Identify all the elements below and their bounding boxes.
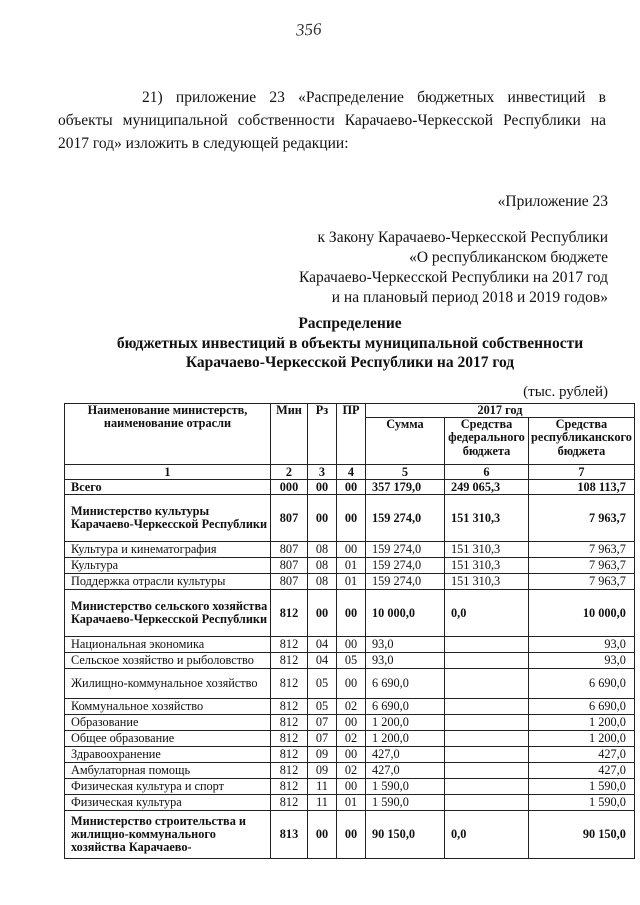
row-name: Амбулаторная помощь	[65, 763, 271, 779]
row-republic: 108 113,7	[529, 480, 635, 495]
row-rz: 08	[308, 558, 337, 574]
col-number-3: 3	[308, 465, 337, 480]
row-sum: 427,0	[366, 763, 445, 779]
row-pr: 00	[337, 779, 366, 795]
row-rz: 05	[308, 669, 337, 699]
header-pr: ПР	[337, 404, 366, 465]
row-sum: 93,0	[366, 637, 445, 653]
col-number-2: 2	[271, 465, 308, 480]
row-min: 807	[271, 542, 308, 558]
col-number-7: 7	[529, 465, 635, 480]
appendix-line-4: и на плановый период 2018 и 2019 годов»	[331, 289, 608, 306]
table-row	[65, 590, 635, 637]
table-row	[65, 669, 635, 699]
row-rz: 11	[308, 795, 337, 811]
row-sum: 159 274,0	[366, 495, 445, 542]
row-min: 807	[271, 558, 308, 574]
row-name: Национальная экономика	[65, 637, 271, 653]
row-min: 812	[271, 747, 308, 763]
row-republic: 1 200,0	[529, 731, 635, 747]
row-republic: 6 690,0	[529, 699, 635, 715]
row-republic: 10 000,0	[529, 590, 635, 637]
row-pr: 00	[337, 480, 366, 495]
row-min: 813	[271, 811, 308, 859]
row-sum: 1 590,0	[366, 779, 445, 795]
row-rz: 08	[308, 574, 337, 590]
row-pr: 00	[337, 495, 366, 542]
row-name: Общее образование	[65, 731, 271, 747]
row-pr: 00	[337, 811, 366, 859]
row-republic: 1 200,0	[529, 715, 635, 731]
row-republic: 1 590,0	[529, 795, 635, 811]
row-sum: 10 000,0	[366, 590, 445, 637]
row-rz: 04	[308, 637, 337, 653]
row-federal	[445, 699, 529, 715]
row-republic: 427,0	[529, 747, 635, 763]
row-name: Культура и кинематография	[65, 542, 271, 558]
row-name: Всего	[65, 480, 271, 495]
row-rz: 00	[308, 480, 337, 495]
row-federal	[445, 747, 529, 763]
row-pr: 00	[337, 590, 366, 637]
row-federal	[445, 653, 529, 669]
header-sum: Сумма	[366, 418, 445, 465]
row-pr: 02	[337, 699, 366, 715]
appendix-line-2: «О республиканском бюджете	[409, 249, 608, 266]
row-rz: 00	[308, 590, 337, 637]
row-rz: 07	[308, 731, 337, 747]
row-name: Поддержка отрасли культуры	[65, 574, 271, 590]
row-name: Коммунальное хозяйство	[65, 699, 271, 715]
row-name: Здравоохранение	[65, 747, 271, 763]
row-min: 812	[271, 715, 308, 731]
page-number: 356	[295, 19, 322, 40]
table-row	[65, 699, 635, 715]
row-min: 812	[271, 731, 308, 747]
row-pr: 00	[337, 637, 366, 653]
table-row	[65, 795, 635, 811]
table-row	[65, 731, 635, 747]
row-republic: 7 963,7	[529, 495, 635, 542]
row-min: 812	[271, 653, 308, 669]
row-pr: 01	[337, 574, 366, 590]
document-title	[0, 314, 640, 373]
row-name: Физическая культура и спорт	[65, 779, 271, 795]
table-row	[65, 480, 635, 495]
table-row	[65, 811, 635, 859]
row-min: 812	[271, 795, 308, 811]
row-federal	[445, 715, 529, 731]
row-rz: 09	[308, 763, 337, 779]
investment-table	[64, 403, 635, 859]
row-pr: 00	[337, 542, 366, 558]
row-republic: 1 590,0	[529, 779, 635, 795]
row-pr: 01	[337, 795, 366, 811]
row-rz: 11	[308, 779, 337, 795]
row-republic: 93,0	[529, 637, 635, 653]
intro-paragraph: 21) приложение 23 «Распределение бюджетных инвестиций в объекты муниципальной собственности Карачаево-Черкесской Республики на 2017 год» изложить в следующей редакции:	[58, 89, 606, 152]
row-federal	[445, 669, 529, 699]
row-min: 807	[271, 495, 308, 542]
row-min: 812	[271, 763, 308, 779]
row-federal	[445, 731, 529, 747]
row-name: Министерство строительства и жилищно-коммунального хозяйства Карачаево-	[65, 811, 271, 859]
row-pr: 05	[337, 653, 366, 669]
row-rz: 08	[308, 542, 337, 558]
row-pr: 00	[337, 715, 366, 731]
appendix-title: «Приложение 23	[497, 193, 608, 210]
appendix-line-1: к Закону Карачаево-Черкесской Республики	[317, 229, 608, 246]
table-row	[65, 558, 635, 574]
units-label: (тыс. рублей)	[523, 384, 608, 400]
row-sum: 6 690,0	[366, 669, 445, 699]
row-pr: 00	[337, 669, 366, 699]
row-federal: 0,0	[445, 811, 529, 859]
row-republic: 7 963,7	[529, 558, 635, 574]
title-line-3: Карачаево-Черкесской Республики на 2017 год	[185, 354, 515, 371]
table-row	[65, 747, 635, 763]
row-pr: 00	[337, 747, 366, 763]
row-sum: 427,0	[366, 747, 445, 763]
col-number-5: 5	[366, 465, 445, 480]
row-federal	[445, 637, 529, 653]
row-sum: 1 200,0	[366, 731, 445, 747]
col-number-6: 6	[445, 465, 529, 480]
row-sum: 159 274,0	[366, 574, 445, 590]
row-pr: 02	[337, 763, 366, 779]
row-republic: 7 963,7	[529, 574, 635, 590]
row-federal: 151 310,3	[445, 495, 529, 542]
col-number-1: 1	[65, 465, 271, 480]
row-min: 812	[271, 637, 308, 653]
row-pr: 01	[337, 558, 366, 574]
row-republic: 93,0	[529, 653, 635, 669]
row-rz: 05	[308, 699, 337, 715]
row-federal	[445, 795, 529, 811]
row-federal	[445, 779, 529, 795]
row-min: 812	[271, 779, 308, 795]
row-sum: 1 200,0	[366, 715, 445, 731]
row-sum: 159 274,0	[366, 558, 445, 574]
table-row	[65, 542, 635, 558]
row-min: 812	[271, 669, 308, 699]
row-rz: 07	[308, 715, 337, 731]
header-min: Мин	[271, 404, 308, 465]
row-name: Сельское хозяйство и рыболовство	[65, 653, 271, 669]
table-row	[65, 637, 635, 653]
table-row	[65, 763, 635, 779]
col-number-4: 4	[337, 465, 366, 480]
row-name: Жилищно-коммунальное хозяйство	[65, 669, 271, 699]
row-pr: 02	[337, 731, 366, 747]
table-row	[65, 779, 635, 795]
row-republic: 427,0	[529, 763, 635, 779]
row-name: Культура	[65, 558, 271, 574]
row-sum: 357 179,0	[366, 480, 445, 495]
table-row	[65, 715, 635, 731]
row-federal	[445, 763, 529, 779]
table-row	[65, 495, 635, 542]
row-rz: 00	[308, 495, 337, 542]
row-republic: 6 690,0	[529, 669, 635, 699]
row-rz: 04	[308, 653, 337, 669]
title-line-2: бюджетных инвестиций в объекты муниципальной собственности	[116, 334, 584, 352]
row-sum: 6 690,0	[366, 699, 445, 715]
header-rz: Рз	[308, 404, 337, 465]
row-rz: 00	[308, 811, 337, 859]
header-federal: Средства федерального бюджета	[445, 418, 529, 465]
row-min: 000	[271, 480, 308, 495]
table-row	[65, 653, 635, 669]
appendix-block	[299, 192, 608, 308]
row-name: Образование	[65, 715, 271, 731]
row-federal: 249 065,3	[445, 480, 529, 495]
table-row	[65, 574, 635, 590]
row-name: Министерство сельского хозяйства Карачаево-Черкесской Республики	[65, 590, 271, 637]
header-year: 2017 год	[366, 404, 635, 418]
row-republic: 7 963,7	[529, 542, 635, 558]
header-republic: Средства республиканского бюджета	[529, 418, 635, 465]
row-federal: 151 310,3	[445, 574, 529, 590]
row-sum: 1 590,0	[366, 795, 445, 811]
row-rz: 09	[308, 747, 337, 763]
row-min: 812	[271, 590, 308, 637]
row-republic: 90 150,0	[529, 811, 635, 859]
row-min: 807	[271, 574, 308, 590]
row-name: Физическая культура	[65, 795, 271, 811]
row-name: Министерство культуры Карачаево-Черкесской Республики	[65, 495, 271, 542]
row-federal: 151 310,3	[445, 542, 529, 558]
row-federal: 151 310,3	[445, 558, 529, 574]
appendix-line-3: Карачаево-Черкесской Республики на 2017 год	[299, 269, 608, 286]
row-federal: 0,0	[445, 590, 529, 637]
row-sum: 93,0	[366, 653, 445, 669]
row-sum: 159 274,0	[366, 542, 445, 558]
title-line-1: Распределение	[298, 315, 402, 332]
row-min: 812	[271, 699, 308, 715]
header-name: Наименование министерств, наименование отрасли	[65, 404, 271, 465]
row-sum: 90 150,0	[366, 811, 445, 859]
